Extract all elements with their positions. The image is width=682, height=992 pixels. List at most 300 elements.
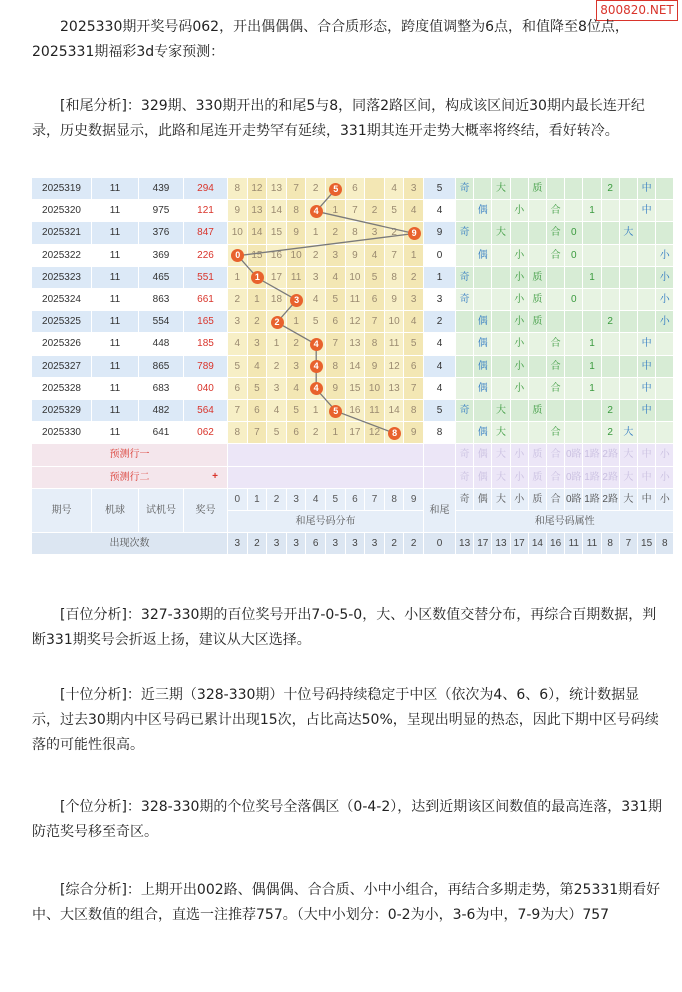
attr-cell: 小: [511, 378, 529, 400]
hundreds-analysis: [百位分析]：327-330期的百位奖号开出7-0-5-0，大、小区数值交替分布，再综合百期数据，判断331期奖号会折返上扬，建议从大区选择。: [32, 607, 657, 648]
digit-cell: 14: [267, 200, 287, 222]
attr-cell: 质: [529, 289, 547, 311]
sum-tail-ball: 8: [388, 427, 401, 440]
predict-attr-label: 大: [492, 444, 510, 466]
row-issue: 2025324: [32, 289, 92, 311]
digit-cell: 12: [248, 178, 268, 200]
row-prize: 661: [184, 289, 228, 311]
digit-cell: 3: [287, 356, 307, 378]
row-issue: 2025330: [32, 422, 92, 444]
attr-cell: 偶: [474, 422, 492, 444]
attr-cell: [620, 200, 638, 222]
header-attr: 质: [529, 489, 547, 511]
attr-cell: [602, 356, 620, 378]
digit-cell: 2: [365, 200, 385, 222]
attr-cell: [656, 200, 674, 222]
attr-cell: [656, 422, 674, 444]
row-prize: 165: [184, 311, 228, 333]
digit-cell: 5: [228, 356, 248, 378]
digit-cell: 3: [326, 245, 346, 267]
sum-tail-ball: 5: [329, 405, 342, 418]
attr-cell: 奇: [456, 400, 474, 422]
attr-cell: 0: [565, 245, 583, 267]
digit-cell: 6: [248, 400, 268, 422]
predict-row-label: 预测行二: [32, 467, 228, 489]
digit-cell: 1: [248, 289, 268, 311]
attr-cell: [602, 245, 620, 267]
count-attr: 7: [620, 533, 638, 555]
digit-cell: 14: [346, 356, 366, 378]
attr-cell: [529, 356, 547, 378]
count-attr: 14: [529, 533, 547, 555]
attr-cell: 合: [547, 333, 565, 355]
attr-cell: [620, 311, 638, 333]
attr-cell: 大: [492, 400, 510, 422]
row-sum-tail: 1: [424, 267, 456, 289]
header-attr: 0路: [565, 489, 583, 511]
digit-cell: 6: [287, 422, 307, 444]
digit-cell: 3: [267, 378, 287, 400]
digit-cell: 8: [365, 333, 385, 355]
digit-cell: 3: [404, 178, 424, 200]
digit-cell: 15: [267, 222, 287, 244]
predict-attr-label: 1路: [583, 444, 601, 466]
attr-cell: 偶: [474, 245, 492, 267]
header-attr: 大: [620, 489, 638, 511]
digit-cell: 8: [228, 422, 248, 444]
count-attr: 11: [583, 533, 601, 555]
predict-attr-label: 2路: [602, 467, 620, 489]
digit-cell: 5: [287, 400, 307, 422]
attr-cell: 大: [492, 178, 510, 200]
digit-cell: 2: [326, 222, 346, 244]
digit-cell: 3: [306, 267, 326, 289]
row-sum-tail: 0: [424, 245, 456, 267]
attr-cell: [583, 400, 601, 422]
count-digit: 2: [404, 533, 424, 555]
row-machine: 11: [92, 356, 139, 378]
row-prize: 040: [184, 378, 228, 400]
attr-cell: [638, 289, 656, 311]
digit-cell: 7: [385, 245, 405, 267]
row-sum-tail: 4: [424, 333, 456, 355]
row-machine: 11: [92, 378, 139, 400]
attr-cell: 小: [656, 245, 674, 267]
digit-cell: 17: [346, 422, 366, 444]
attr-cell: 小: [511, 311, 529, 333]
digit-cell: 3: [365, 222, 385, 244]
row-prize: 062: [184, 422, 228, 444]
sum-tail-ball: 9: [408, 227, 421, 240]
count-attr: 15: [638, 533, 656, 555]
attr-cell: 大: [620, 222, 638, 244]
attr-cell: [474, 267, 492, 289]
attr-cell: [565, 422, 583, 444]
header-attr: 小: [511, 489, 529, 511]
count-digit: 3: [326, 533, 346, 555]
attr-cell: [583, 178, 601, 200]
digit-cell: 5: [365, 267, 385, 289]
predict-attr-label: 中: [638, 467, 656, 489]
attr-cell: [529, 200, 547, 222]
attr-cell: 奇: [456, 289, 474, 311]
attr-cell: 偶: [474, 333, 492, 355]
digit-cell: 15: [248, 245, 268, 267]
digit-cell: 5: [404, 333, 424, 355]
row-sum-tail: 8: [424, 422, 456, 444]
digit-cell: 2: [385, 222, 405, 244]
row-issue: 2025320: [32, 200, 92, 222]
attr-cell: [565, 333, 583, 355]
row-machine: 11: [92, 178, 139, 200]
digit-cell: 8: [404, 400, 424, 422]
attr-cell: [547, 311, 565, 333]
digit-cell: 8: [326, 356, 346, 378]
attr-cell: [620, 178, 638, 200]
attr-cell: 小: [511, 289, 529, 311]
predict-attr-label: 小: [511, 444, 529, 466]
attr-cell: [565, 200, 583, 222]
digit-cell: 11: [385, 333, 405, 355]
header-attr: 大: [492, 489, 510, 511]
attr-cell: [511, 422, 529, 444]
row-sum-tail: 2: [424, 311, 456, 333]
attr-cell: [602, 222, 620, 244]
digit-cell: 4: [248, 356, 268, 378]
row-issue: 2025328: [32, 378, 92, 400]
predict-attr-label: 大: [492, 467, 510, 489]
row-machine: 11: [92, 400, 139, 422]
row-prize: 789: [184, 356, 228, 378]
count-digit: 6: [306, 533, 326, 555]
attr-cell: 偶: [474, 378, 492, 400]
attr-cell: [529, 222, 547, 244]
attr-cell: [638, 422, 656, 444]
count-attr: 17: [474, 533, 492, 555]
digit-cell: 3: [248, 333, 268, 355]
digit-cell: 2: [306, 178, 326, 200]
attr-cell: 小: [511, 356, 529, 378]
attr-cell: 质: [529, 178, 547, 200]
attr-cell: [492, 378, 510, 400]
digit-cell: 4: [365, 245, 385, 267]
sum-tail-ball: 4: [310, 205, 323, 218]
site-watermark: 800820.NET: [596, 0, 678, 21]
predict-attr-label: 小: [511, 467, 529, 489]
digit-cell: 4: [306, 289, 326, 311]
digit-cell: 4: [267, 400, 287, 422]
attr-cell: 0: [565, 222, 583, 244]
attr-cell: [492, 245, 510, 267]
digit-cell: 2: [404, 267, 424, 289]
predict-attr-label: 0路: [565, 444, 583, 466]
attr-cell: [620, 356, 638, 378]
digit-cell: 10: [385, 311, 405, 333]
digit-cell: 4: [326, 267, 346, 289]
row-trial: 683: [139, 378, 184, 400]
predict-attr-label: 偶: [474, 444, 492, 466]
header-digit: 1: [248, 489, 268, 511]
attr-cell: 1: [583, 267, 601, 289]
row-trial: 376: [139, 222, 184, 244]
attr-cell: [565, 178, 583, 200]
digit-cell: 10: [228, 222, 248, 244]
predict-sumtail-area: [424, 444, 456, 466]
predict-attr-label: 大: [620, 444, 638, 466]
digit-cell: 18: [267, 289, 287, 311]
digit-cell: 4: [287, 378, 307, 400]
row-prize: 294: [184, 178, 228, 200]
digit-cell: 1: [404, 245, 424, 267]
digit-cell: 7: [287, 178, 307, 200]
attr-cell: [474, 400, 492, 422]
row-machine: 11: [92, 311, 139, 333]
header-attr: 小: [656, 489, 674, 511]
row-issue: 2025319: [32, 178, 92, 200]
attr-cell: 合: [547, 356, 565, 378]
sum-tail-ball: 3: [290, 294, 303, 307]
digit-cell: 15: [346, 378, 366, 400]
header-digit: 2: [267, 489, 287, 511]
attr-cell: [583, 222, 601, 244]
row-machine: 11: [92, 200, 139, 222]
predict-attr-label: 合: [547, 467, 565, 489]
attr-cell: 2: [602, 400, 620, 422]
count-attr: 8: [656, 533, 674, 555]
digit-cell: [365, 178, 385, 200]
attr-cell: [547, 289, 565, 311]
attr-cell: [456, 200, 474, 222]
sum-tail-ball: 4: [310, 360, 323, 373]
attr-cell: [511, 222, 529, 244]
attr-cell: [602, 289, 620, 311]
sum-tail-ball: 5: [329, 183, 342, 196]
digit-cell: 2: [248, 311, 268, 333]
digit-cell: 13: [248, 200, 268, 222]
digit-cell: 1: [306, 400, 326, 422]
header-left-col: 奖号: [184, 489, 228, 533]
attr-cell: [492, 333, 510, 355]
attr-cell: [620, 267, 638, 289]
digit-cell: 16: [346, 400, 366, 422]
row-prize: 551: [184, 267, 228, 289]
attr-cell: 0: [565, 289, 583, 311]
header-digit: 7: [365, 489, 385, 511]
row-issue: 2025326: [32, 333, 92, 355]
digit-cell: 14: [248, 222, 268, 244]
predict-attr-label: 2路: [602, 444, 620, 466]
predict-sumtail-area: [424, 467, 456, 489]
count-attr: 17: [511, 533, 529, 555]
attr-cell: 小: [656, 267, 674, 289]
attr-cell: [456, 356, 474, 378]
attr-cell: [565, 311, 583, 333]
attr-cell: [656, 378, 674, 400]
attr-cell: [456, 245, 474, 267]
digit-cell: 10: [365, 378, 385, 400]
row-trial: 975: [139, 200, 184, 222]
predict-attr-label: 中: [638, 444, 656, 466]
attr-cell: [492, 267, 510, 289]
attr-cell: [511, 178, 529, 200]
digit-cell: 12: [365, 422, 385, 444]
attr-cell: 奇: [456, 178, 474, 200]
digit-cell: 3: [228, 311, 248, 333]
attr-cell: 1: [583, 378, 601, 400]
header-left-col: 试机号: [139, 489, 184, 533]
attr-cell: 小: [656, 289, 674, 311]
digit-cell: 11: [287, 267, 307, 289]
row-machine: 11: [92, 289, 139, 311]
digit-cell: 1: [228, 267, 248, 289]
digit-cell: 13: [267, 178, 287, 200]
digit-cell: 10: [346, 267, 366, 289]
attr-cell: 中: [638, 178, 656, 200]
digit-cell: 1: [306, 222, 326, 244]
row-sum-tail: 3: [424, 289, 456, 311]
predict-attr-label: 大: [620, 467, 638, 489]
attr-cell: 2: [602, 422, 620, 444]
row-sum-tail: 4: [424, 200, 456, 222]
row-machine: 11: [92, 422, 139, 444]
digit-cell: 2: [228, 289, 248, 311]
row-sum-tail: 4: [424, 356, 456, 378]
digit-cell: 2: [267, 356, 287, 378]
count-label: 出现次数: [32, 533, 228, 555]
attr-cell: [529, 245, 547, 267]
attr-cell: [456, 311, 474, 333]
digit-cell: 9: [326, 378, 346, 400]
sum-tail-analysis: [和尾分析]：329期、330期开出的和尾5与8，同落2路区间，构成该区间近30期内最长连开纪录，历史数据显示，此路和尾连开走势罕有延续，331期其连开走势大概率将终结，看好转冷。: [32, 98, 645, 139]
attr-cell: [638, 245, 656, 267]
header-digit: 5: [326, 489, 346, 511]
row-trial: 482: [139, 400, 184, 422]
predict-attr-label: 质: [529, 444, 547, 466]
count-digit: 2: [248, 533, 268, 555]
digit-cell: 2: [287, 333, 307, 355]
attr-cell: [620, 400, 638, 422]
digit-cell: 2: [306, 245, 326, 267]
header-digit: 6: [346, 489, 366, 511]
predict-digit-area: [228, 467, 424, 489]
attr-cell: [656, 178, 674, 200]
attr-cell: [583, 245, 601, 267]
count-digit: 3: [287, 533, 307, 555]
attr-cell: [602, 378, 620, 400]
attr-cell: 中: [638, 200, 656, 222]
count-attr: 13: [456, 533, 474, 555]
attr-cell: 1: [583, 356, 601, 378]
header-attr-caption: 和尾号码属性: [456, 511, 674, 533]
attr-cell: [638, 222, 656, 244]
attr-cell: 小: [511, 245, 529, 267]
header-attr: 中: [638, 489, 656, 511]
attr-cell: [583, 422, 601, 444]
attr-cell: 偶: [474, 311, 492, 333]
row-prize: 226: [184, 245, 228, 267]
sum-tail-ball: 1: [251, 271, 264, 284]
digit-cell: 9: [287, 222, 307, 244]
digit-cell: 9: [365, 356, 385, 378]
row-prize: 564: [184, 400, 228, 422]
digit-cell: 7: [404, 378, 424, 400]
predict-add-marker: +: [212, 470, 218, 482]
digit-cell: 6: [346, 178, 366, 200]
row-trial: 554: [139, 311, 184, 333]
attr-cell: [547, 400, 565, 422]
attr-cell: 大: [620, 422, 638, 444]
attr-cell: 小: [656, 311, 674, 333]
attr-cell: 合: [547, 422, 565, 444]
attr-cell: [529, 378, 547, 400]
attr-cell: 质: [529, 311, 547, 333]
attr-cell: [565, 400, 583, 422]
attr-cell: [620, 245, 638, 267]
attr-cell: 合: [547, 200, 565, 222]
sum-tail-ball: 0: [231, 249, 244, 262]
attr-cell: [602, 200, 620, 222]
header-digit: 3: [287, 489, 307, 511]
row-trial: 865: [139, 356, 184, 378]
attr-cell: 小: [511, 333, 529, 355]
attr-cell: 2: [602, 178, 620, 200]
header-digit: 8: [385, 489, 405, 511]
row-issue: 2025327: [32, 356, 92, 378]
attr-cell: [565, 267, 583, 289]
digit-cell: 1: [287, 311, 307, 333]
attr-cell: [547, 178, 565, 200]
digit-cell: 4: [228, 333, 248, 355]
predict-attr-label: 0路: [565, 467, 583, 489]
predict-digit-area: [228, 444, 424, 466]
header-attr: 奇: [456, 489, 474, 511]
row-machine: 11: [92, 245, 139, 267]
row-machine: 11: [92, 333, 139, 355]
digit-cell: 7: [326, 333, 346, 355]
digit-cell: 6: [326, 311, 346, 333]
row-trial: 448: [139, 333, 184, 355]
attr-cell: [602, 267, 620, 289]
digit-cell: 9: [228, 200, 248, 222]
row-issue: 2025322: [32, 245, 92, 267]
digit-cell: 3: [404, 289, 424, 311]
digit-cell: 8: [228, 178, 248, 200]
row-machine: 11: [92, 267, 139, 289]
predict-row-label: 预测行一: [32, 444, 228, 466]
digit-cell: 4: [404, 311, 424, 333]
row-machine: 11: [92, 222, 139, 244]
predict-attr-label: 奇: [456, 444, 474, 466]
sum-tail-ball: 4: [310, 382, 323, 395]
row-trial: 863: [139, 289, 184, 311]
digit-cell: 6: [228, 378, 248, 400]
digit-cell: 9: [385, 289, 405, 311]
row-trial: 439: [139, 178, 184, 200]
count-sum-tail: 0: [424, 533, 456, 555]
attr-cell: [474, 289, 492, 311]
trend-chart: [32, 178, 674, 578]
predict-attr-label: 1路: [583, 467, 601, 489]
attr-cell: [456, 378, 474, 400]
digit-cell: 8: [385, 267, 405, 289]
attr-cell: [456, 333, 474, 355]
header-sum-tail: 和尾: [424, 489, 456, 533]
row-issue: 2025329: [32, 400, 92, 422]
attr-cell: [492, 311, 510, 333]
attr-cell: [656, 222, 674, 244]
digit-cell: 16: [267, 245, 287, 267]
digit-cell: 5: [306, 311, 326, 333]
